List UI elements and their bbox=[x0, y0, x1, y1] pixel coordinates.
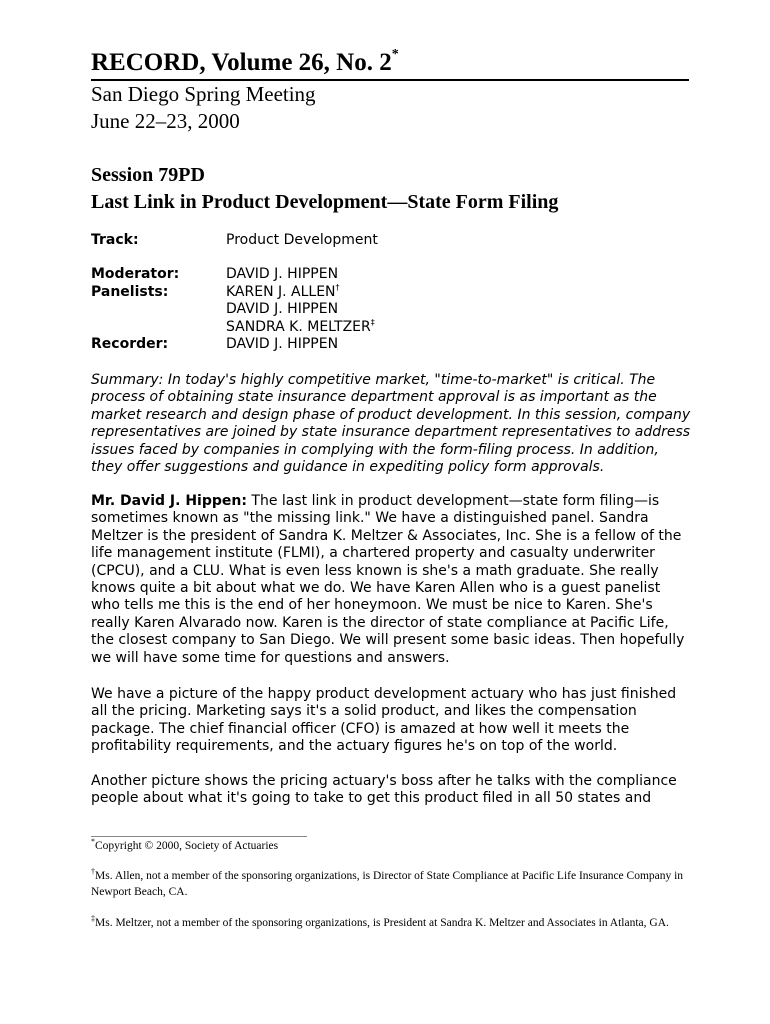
panelist-name: DAVID J. HIPPEN bbox=[226, 301, 339, 318]
session-title: Last Link in Product Development—State Form Filing bbox=[91, 191, 559, 213]
footnote-mark: † bbox=[91, 867, 95, 876]
session-roles bbox=[91, 232, 691, 353]
body-paragraph bbox=[91, 493, 691, 667]
footnote-text: Ms. Allen, not a member of the sponsoring organizations, is Director of State Compliance at Pacific Life Insurance Company in Newport Beach, CA. bbox=[91, 870, 684, 898]
panelists-label: Panelists: bbox=[91, 283, 169, 300]
journal-title-footnote-mark: * bbox=[391, 47, 399, 62]
footnote bbox=[91, 868, 691, 900]
panelist-name: SANDRA K. MELTZER bbox=[226, 318, 371, 335]
meeting-dates: June 22–23, 2000 bbox=[91, 109, 240, 133]
panelist bbox=[226, 284, 691, 301]
track-label: Track: bbox=[91, 232, 139, 248]
recorder-row bbox=[91, 336, 691, 353]
meeting-name: San Diego Spring Meeting bbox=[91, 82, 316, 106]
footnote-text: Ms. Meltzer, not a member of the sponsoring organizations, is President at Sandra K. Meltzer and Associates in Atlanta, GA. bbox=[95, 917, 669, 929]
footnote bbox=[91, 838, 691, 854]
title-block bbox=[91, 48, 691, 135]
footnote-text: Copyright © 2000, Society of Actuaries bbox=[95, 840, 279, 852]
session-summary: Summary: In today's highly competitive market, "time-to-market" is critical. The process of obtaining state insurance department approval is as important as the market research and design phase of product development. In this session, company representatives are joined by state insurance department representatives to address issues faced by companies in complying with the form-filing process. In addition, they offer suggestions and guidance in expediting policy form approvals. bbox=[91, 372, 691, 476]
body-paragraph: Another picture shows the pricing actuary's boss after he talks with the compliance people about what it's going to take to get this product filed in all 50 states and bbox=[91, 773, 677, 807]
recorder-label: Recorder: bbox=[91, 336, 169, 353]
footnote-separator bbox=[91, 836, 307, 837]
footnote-mark: * bbox=[91, 837, 95, 846]
journal-title-text: RECORD, Volume 26, No. 2 bbox=[91, 49, 392, 76]
speaker-name: Mr. David J. Hippen: bbox=[91, 493, 247, 509]
journal-title bbox=[91, 48, 691, 78]
panelist bbox=[226, 319, 691, 336]
body-paragraph: We have a picture of the happy product development actuary who has just finished all the pricing. Marketing says it's a solid product, and likes the compensation package. The chief financial officer (CFO) is amazed at how well it meets the profitability requirements, and the actuary figures he's on top of the world. bbox=[91, 686, 677, 755]
session-number: Session 79PD bbox=[91, 164, 205, 186]
footnote-mark: ‡ bbox=[91, 914, 95, 923]
panelists-list bbox=[226, 284, 691, 336]
panelist-footnote-mark: ‡ bbox=[370, 317, 375, 327]
panelist-name: KAREN J. ALLEN bbox=[226, 283, 336, 300]
track-row bbox=[91, 232, 691, 249]
moderator-value: DAVID J. HIPPEN bbox=[226, 266, 339, 283]
recorder-value: DAVID J. HIPPEN bbox=[226, 336, 339, 353]
track-value: Product Development bbox=[226, 232, 378, 248]
paragraph-text: The last link in product development—state form filing—is sometimes known as "the missing link." We have a distinguished panel. Sandra Meltzer is the president of Sandra K. Meltzer & Associates, Inc. She is a fellow of the life management institute (FLMI), a chartered property and casualty underwriter (CPCU), and a CLU. What is even less known is she's a math graduate. She really knows quite a bit about what we do. We have Karen Allen who is a guest panelist who tells me this is the end of her honeymoon. We must be nice to Karen. She's really Karen Alvarado now. Karen is the director of state compliance at Pacific Life, the closest company to San Diego. We will present some basic ideas. Then hopefully we will have some time for questions and answers. bbox=[91, 493, 685, 666]
panelists-row bbox=[91, 284, 691, 336]
moderator-label: Moderator: bbox=[91, 266, 180, 283]
panelist bbox=[226, 301, 691, 318]
moderator-row bbox=[91, 266, 691, 283]
session-heading bbox=[91, 162, 691, 216]
panelist-footnote-mark: † bbox=[335, 282, 340, 292]
footnote bbox=[91, 915, 691, 931]
